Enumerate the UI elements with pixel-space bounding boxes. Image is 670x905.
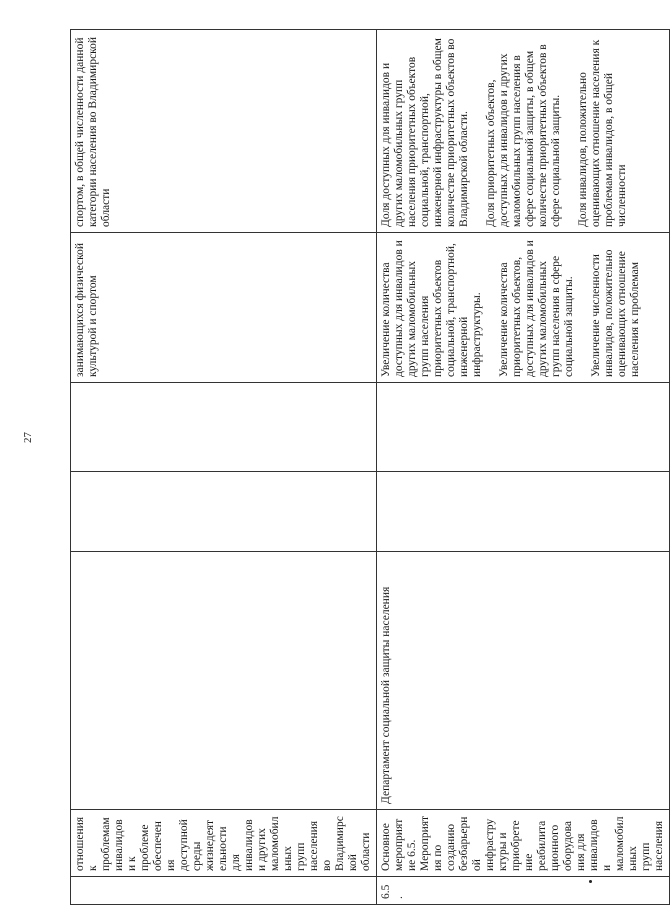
cell-col4 [71, 383, 377, 472]
cell-event: Основное мероприятие 6.5. Мероприятия по созданию безбарьерной инфраструктуры и приобретение реабилитационного оборудования для инвалидов и маломобильных групп населения [377, 810, 670, 877]
indicator-text-3: Увеличение численности инвалидов, положительно оценивающих отношение населения к проблемам [590, 249, 641, 377]
cell-indicator: занимающихся физической культурой и спортом [71, 233, 377, 383]
formula-text-1: Доля доступных для инвалидов и других маломобильных групп населения приоритетных объектов социальной, транспортной, инженерной инфраструктуры в общем количестве приоритетных объектов во Владимирской области. [380, 38, 470, 227]
formula-text-3: Доля инвалидов, положительно оценивающих отношение населения к проблемам инвалидов, в общей численности [577, 39, 628, 227]
program-events-table [70, 29, 670, 905]
table-row-continued [71, 30, 377, 905]
rotated-page-content [70, 30, 665, 905]
indicator-text-1: Увеличение количества доступных для инвалидов и других маломобильных групп населения приоритетных объектов социальной, транспортной, инженерной инфраструктуры. [380, 240, 483, 377]
cell-formula: спортом, в общей численности данной категории населения во Владимирской области [71, 30, 377, 233]
cell-col3 [377, 472, 670, 552]
cell-formula [377, 30, 670, 233]
formula-text-2: Доля приоритетных объектов, доступных для инвалидов и других маломобильных групп населения в сфере социальной защиты, в общем количестве приоритетных объектов в сфере социальной защиты. [485, 44, 562, 227]
cell-event: отношения к проблемам инвалидов и к проблеме обеспечения доступной среды жизнедеятельности для инвалидов и других маломобильных групп населения во Владимирской области [71, 810, 377, 877]
table-row-6-5 [377, 30, 670, 905]
cell-number: 6.5. [377, 877, 670, 905]
page-number: 27 [22, 432, 34, 443]
cell-col4 [377, 383, 670, 472]
cell-number [71, 877, 377, 905]
scan-speck [589, 880, 592, 883]
cell-indicator [377, 233, 670, 383]
cell-col3 [71, 472, 377, 552]
cell-executor [71, 552, 377, 810]
cell-executor: Департамент социальной защиты населения [377, 552, 670, 810]
indicator-text-2: Увеличение количества приоритетных объектов, доступных для инвалидов и других маломобильных групп населения в сфере социальной защиты. [498, 240, 575, 377]
